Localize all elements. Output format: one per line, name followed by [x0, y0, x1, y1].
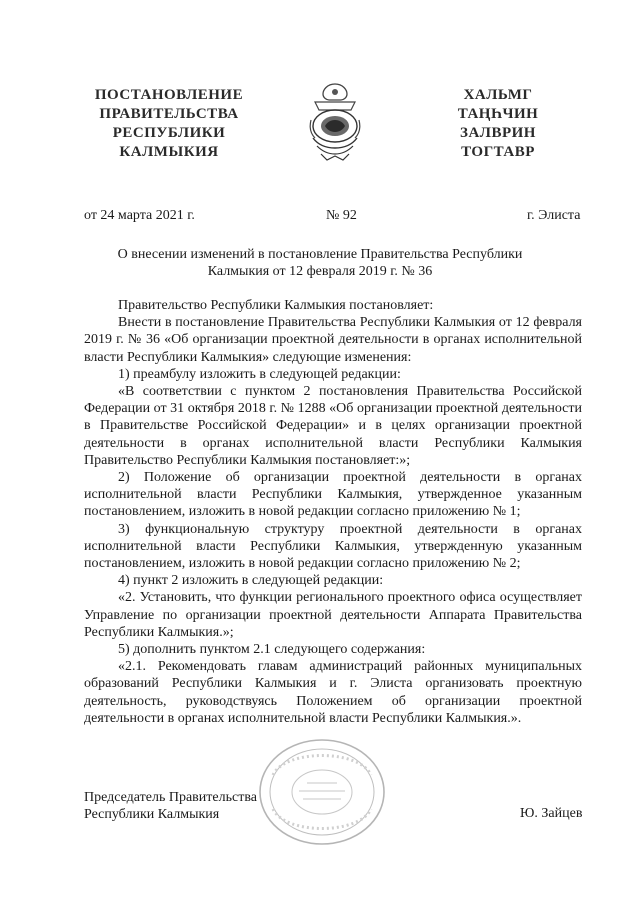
document-date: от 24 марта 2021 г. — [84, 208, 195, 223]
title-line: О внесении изменений в постановление Правительства Республики — [117, 247, 523, 262]
body-paragraph: 2) Положение об организации проектной деятельности в органах исполнительной власти Республики Калмыкия, утвержденное указанным постановлением, изложить в новой редакции согласно приложению № 1; — [84, 470, 582, 520]
document-body — [84, 297, 582, 727]
document-title — [100, 246, 540, 280]
header-right-line: ТОГТАВР — [461, 144, 535, 160]
body-paragraph: «2.1. Рекомендовать главам администраций районных муниципальных образований Республики Калмыкия и г. Элиста организовать проектную деятельность, руководствуясь Положением об организации проектной деятельности в органах исполнительной власти Республики Калмыкия.». — [84, 659, 582, 726]
header-left-line: ПРАВИТЕЛЬСТВА — [99, 106, 239, 122]
body-paragraph: 4) пункт 2 изложить в следующей редакции: — [118, 573, 384, 589]
signatory-name: Ю. Зайцев — [520, 806, 583, 821]
header-right-line: ЗАЛВРИН — [460, 125, 536, 141]
header-left-line: КАЛМЫКИЯ — [119, 144, 219, 160]
header-left-title — [84, 86, 254, 162]
round-stamp-icon — [255, 735, 390, 850]
signature-position-line: Председатель Правительства — [84, 790, 257, 805]
header-left-line: ПОСТАНОВЛЕНИЕ — [94, 87, 244, 103]
header-left-line: РЕСПУБЛИКИ — [112, 125, 226, 141]
body-paragraph: Внести в постановление Правительства Республики Калмыкия от 12 февраля 2019 г. № 36 «Об организации проектной деятельности в органах исполнительной власти Республики Калмыкия» следующие изменения: — [84, 315, 582, 365]
body-paragraph: 5) дополнить пунктом 2.1 следующего содержания: — [118, 642, 426, 658]
body-paragraph: «2. Установить, что функции регионального проектного офиса осуществляет Управление по организации проектной деятельности Аппарата Правительства Республики Калмыкия.»; — [84, 590, 582, 640]
body-paragraph: 3) функциональную структуру проектной деятельности в органах исполнительной власти Республики Калмыкия, утвержденную указанным постановлением, изложить в новой редакции согласно приложению № 2; — [84, 521, 582, 572]
body-paragraph: Правительство Республики Калмыкия постановляет: — [118, 298, 434, 313]
signature-position — [84, 789, 257, 823]
document-city: г. Элиста — [527, 208, 581, 223]
signature-position-line: Республики Калмыкия — [84, 807, 220, 822]
body-paragraph: 1) преамбулу изложить в следующей редакции: — [118, 366, 401, 382]
title-line: Калмыкия от 12 февраля 2019 г. № 36 — [207, 264, 433, 279]
header-right-title — [428, 86, 568, 162]
header-right-line: ХАЛЬМГ — [463, 87, 533, 103]
kalmykia-emblem-icon — [305, 80, 365, 162]
document-number: № 92 — [326, 208, 357, 223]
body-paragraph: «В соответствии с пунктом 2 постановления Правительства Российской Федерации от 31 октября 2018 г. № 1288 «Об организации проектной деятельности в Правительстве Российской Федерации» и в целях организации проектной деятельности в органах исполнительной власти Республики Калмыкия Правительство Республики Калмыкия постановляет:»; — [84, 384, 582, 468]
header-right-line: ТАҢҺЧИН — [457, 106, 539, 122]
